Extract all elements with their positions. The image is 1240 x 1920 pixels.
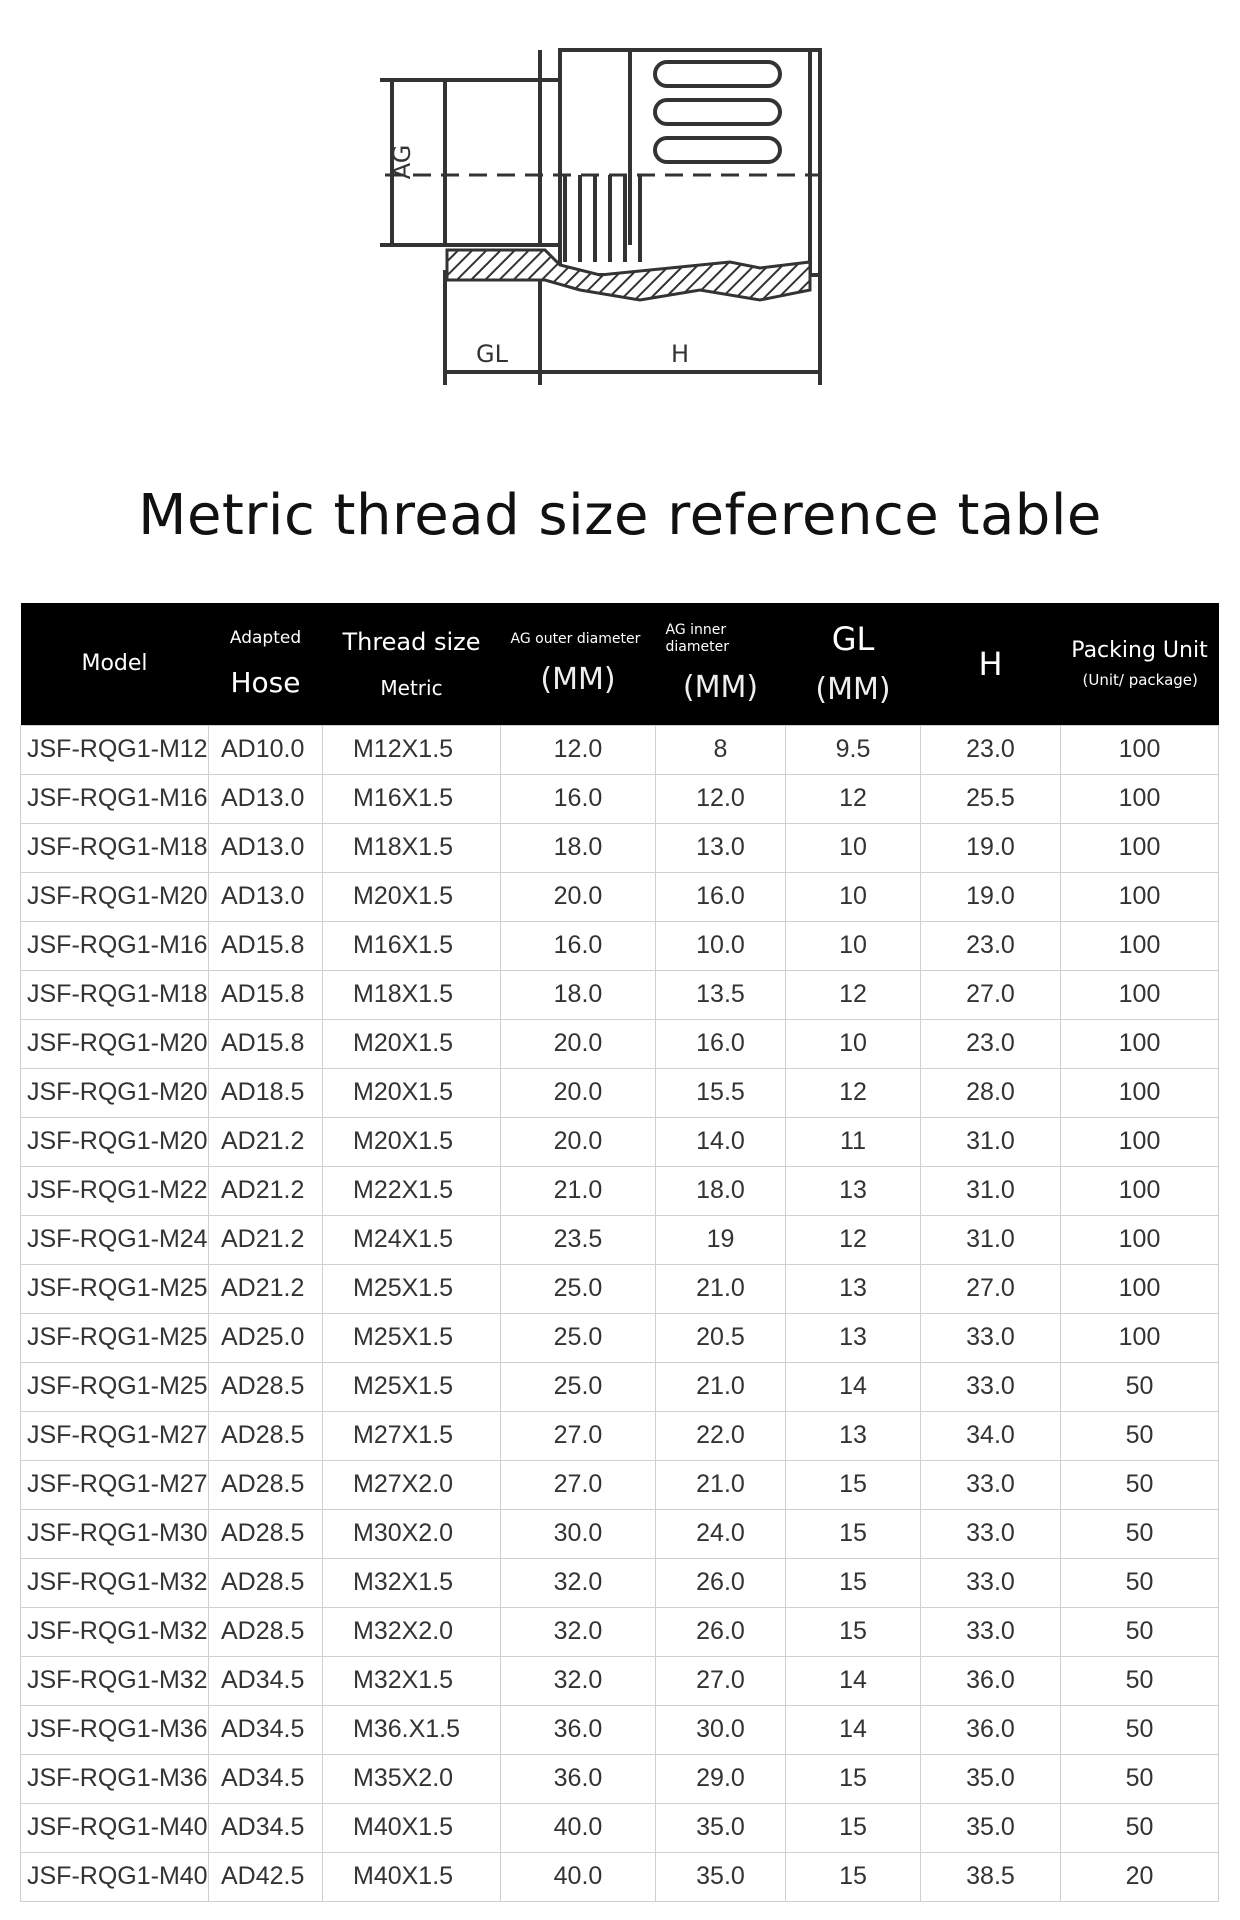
h-cell: 23.0 <box>921 725 1061 774</box>
model-cell: JSF-RQG1-M25 <box>21 1362 209 1411</box>
thread-cell: M18X1.5 <box>323 823 501 872</box>
header-hose-label: Hose <box>230 666 301 700</box>
hose-cell: AD34.5 <box>209 1754 323 1803</box>
header-thread <box>323 603 501 725</box>
size-table <box>20 603 1219 1902</box>
model-cell: JSF-RQG1-M16 <box>21 774 209 823</box>
hose-cell: AD28.5 <box>209 1411 323 1460</box>
gl-cell: 13 <box>786 1313 921 1362</box>
gl-cell: 13 <box>786 1411 921 1460</box>
thread-cell: M40X1.5 <box>323 1803 501 1852</box>
thread-cell: M20X1.5 <box>323 1117 501 1166</box>
ag-outer-cell: 25.0 <box>501 1362 656 1411</box>
table-body <box>21 725 1219 1901</box>
ag-inner-cell: 13.5 <box>656 970 786 1019</box>
gl-cell: 12 <box>786 774 921 823</box>
packing-cell: 100 <box>1061 725 1219 774</box>
h-cell: 19.0 <box>921 872 1061 921</box>
table-row <box>21 1166 1219 1215</box>
model-cell: JSF-RQG1-M32 <box>21 1607 209 1656</box>
gl-cell: 14 <box>786 1705 921 1754</box>
table-row <box>21 1607 1219 1656</box>
thread-cell: M27X1.5 <box>323 1411 501 1460</box>
model-cell: JSF-RQG1-M32 <box>21 1558 209 1607</box>
ag-outer-cell: 25.0 <box>501 1264 656 1313</box>
table-row <box>21 1705 1219 1754</box>
table-row <box>21 1558 1219 1607</box>
model-cell: JSF-RQG1-M24 <box>21 1215 209 1264</box>
h-cell: 33.0 <box>921 1607 1061 1656</box>
ag-inner-cell: 12.0 <box>656 774 786 823</box>
table-row <box>21 970 1219 1019</box>
packing-cell: 100 <box>1061 1117 1219 1166</box>
gl-cell: 15 <box>786 1460 921 1509</box>
table-row <box>21 921 1219 970</box>
ag-inner-cell: 8 <box>656 725 786 774</box>
header-ag-inner-label: AG inner diameter <box>665 622 729 656</box>
table-row <box>21 1509 1219 1558</box>
gl-cell: 12 <box>786 1215 921 1264</box>
table-row <box>21 1460 1219 1509</box>
packing-cell: 100 <box>1061 823 1219 872</box>
header-ag-outer <box>501 603 656 725</box>
gl-cell: 15 <box>786 1509 921 1558</box>
thread-cell: M16X1.5 <box>323 921 501 970</box>
ag-outer-cell: 32.0 <box>501 1607 656 1656</box>
hose-cell: AD21.2 <box>209 1117 323 1166</box>
header-gl <box>786 603 921 725</box>
gl-cell: 15 <box>786 1607 921 1656</box>
h-label: H <box>670 340 690 368</box>
thread-cell: M40X1.5 <box>323 1852 501 1901</box>
ag-inner-cell: 26.0 <box>656 1558 786 1607</box>
hose-cell: AD13.0 <box>209 823 323 872</box>
ag-label: AG <box>388 144 416 180</box>
ag-outer-cell: 20.0 <box>501 1068 656 1117</box>
ag-outer-cell: 23.5 <box>501 1215 656 1264</box>
packing-cell: 50 <box>1061 1362 1219 1411</box>
packing-cell: 100 <box>1061 872 1219 921</box>
header-ag-outer-label: AG outer diameter <box>510 630 641 647</box>
ag-outer-cell: 36.0 <box>501 1705 656 1754</box>
ag-outer-cell: 21.0 <box>501 1166 656 1215</box>
ag-outer-cell: 25.0 <box>501 1313 656 1362</box>
ag-inner-cell: 30.0 <box>656 1705 786 1754</box>
hose-cell: AD21.2 <box>209 1215 323 1264</box>
model-cell: JSF-RQG1-M16 <box>21 921 209 970</box>
model-cell: JSF-RQG1-M18 <box>21 823 209 872</box>
hose-cell: AD34.5 <box>209 1705 323 1754</box>
hose-cell: AD10.0 <box>209 725 323 774</box>
ag-outer-cell: 12.0 <box>501 725 656 774</box>
packing-cell: 100 <box>1061 1215 1219 1264</box>
packing-cell: 100 <box>1061 970 1219 1019</box>
table-row <box>21 1362 1219 1411</box>
ag-outer-cell: 30.0 <box>501 1509 656 1558</box>
hose-cell: AD15.8 <box>209 1019 323 1068</box>
thread-cell: M16X1.5 <box>323 774 501 823</box>
gl-cell: 15 <box>786 1558 921 1607</box>
hose-cell: AD25.0 <box>209 1313 323 1362</box>
model-cell: JSF-RQG1-M30 <box>21 1509 209 1558</box>
ag-outer-cell: 20.0 <box>501 1019 656 1068</box>
thread-cell: M36.X1.5 <box>323 1705 501 1754</box>
hose-cell: AD28.5 <box>209 1558 323 1607</box>
h-cell: 33.0 <box>921 1509 1061 1558</box>
h-cell: 33.0 <box>921 1460 1061 1509</box>
ag-inner-cell: 35.0 <box>656 1852 786 1901</box>
ag-inner-cell: 16.0 <box>656 872 786 921</box>
h-cell: 36.0 <box>921 1656 1061 1705</box>
ag-inner-cell: 18.0 <box>656 1166 786 1215</box>
model-cell: JSF-RQG1-M25 <box>21 1264 209 1313</box>
ag-inner-cell: 26.0 <box>656 1607 786 1656</box>
packing-cell: 50 <box>1061 1705 1219 1754</box>
thread-cell: M25X1.5 <box>323 1362 501 1411</box>
model-cell: JSF-RQG1-M36 <box>21 1705 209 1754</box>
h-cell: 33.0 <box>921 1362 1061 1411</box>
header-hose <box>209 603 323 725</box>
thread-cell: M12X1.5 <box>323 725 501 774</box>
packing-cell: 100 <box>1061 1166 1219 1215</box>
packing-cell: 50 <box>1061 1607 1219 1656</box>
h-cell: 19.0 <box>921 823 1061 872</box>
table-row <box>21 1411 1219 1460</box>
h-cell: 31.0 <box>921 1215 1061 1264</box>
table-row <box>21 1264 1219 1313</box>
model-cell: JSF-RQG1-M20 <box>21 1117 209 1166</box>
thread-cell: M32X1.5 <box>323 1558 501 1607</box>
ag-outer-cell: 18.0 <box>501 823 656 872</box>
gl-cell: 11 <box>786 1117 921 1166</box>
header-packing-label: Packing Unit <box>1071 638 1208 664</box>
h-cell: 25.5 <box>921 774 1061 823</box>
hose-cell: AD13.0 <box>209 872 323 921</box>
table-row <box>21 1313 1219 1362</box>
header-gl-label: GL <box>831 620 875 659</box>
packing-cell: 50 <box>1061 1460 1219 1509</box>
ag-outer-cell: 27.0 <box>501 1460 656 1509</box>
header-ag-inner-unit: (MM) <box>682 670 759 706</box>
model-cell: JSF-RQG1-M40 <box>21 1803 209 1852</box>
h-cell: 23.0 <box>921 921 1061 970</box>
model-cell: JSF-RQG1-M12 <box>21 725 209 774</box>
thread-cell: M32X1.5 <box>323 1656 501 1705</box>
thread-cell: M25X1.5 <box>323 1264 501 1313</box>
h-cell: 33.0 <box>921 1313 1061 1362</box>
header-packing-sub-label: (Unit/ package) <box>1082 671 1198 690</box>
gl-cell: 13 <box>786 1264 921 1313</box>
header-adapted-label: Adapted <box>229 628 302 649</box>
thread-cell: M20X1.5 <box>323 1068 501 1117</box>
ag-inner-cell: 21.0 <box>656 1362 786 1411</box>
thread-cell: M30X2.0 <box>323 1509 501 1558</box>
thread-cell: M18X1.5 <box>323 970 501 1019</box>
h-cell: 27.0 <box>921 1264 1061 1313</box>
table-header-row <box>21 603 1219 725</box>
header-ag-inner <box>656 603 786 725</box>
header-packing <box>1061 603 1219 725</box>
packing-cell: 100 <box>1061 1264 1219 1313</box>
packing-cell: 50 <box>1061 1754 1219 1803</box>
hose-cell: AD13.0 <box>209 774 323 823</box>
header-gl-unit: (MM) <box>815 672 891 708</box>
model-cell: JSF-RQG1-M20 <box>21 1019 209 1068</box>
gl-cell: 15 <box>786 1754 921 1803</box>
hose-cell: AD18.5 <box>209 1068 323 1117</box>
gl-cell: 9.5 <box>786 725 921 774</box>
ag-inner-cell: 19 <box>656 1215 786 1264</box>
thread-cell: M27X2.0 <box>323 1460 501 1509</box>
ag-inner-cell: 21.0 <box>656 1460 786 1509</box>
packing-cell: 50 <box>1061 1411 1219 1460</box>
packing-cell: 20 <box>1061 1852 1219 1901</box>
thread-cell: M35X2.0 <box>323 1754 501 1803</box>
hose-cell: AD42.5 <box>209 1852 323 1901</box>
ag-outer-cell: 18.0 <box>501 970 656 1019</box>
ag-inner-cell: 22.0 <box>656 1411 786 1460</box>
table-row <box>21 1803 1219 1852</box>
header-model-label: Model <box>81 651 148 677</box>
table-row <box>21 1656 1219 1705</box>
packing-cell: 100 <box>1061 921 1219 970</box>
hose-cell: AD21.2 <box>209 1166 323 1215</box>
ag-outer-cell: 16.0 <box>501 774 656 823</box>
fitting-diagram <box>0 0 1240 420</box>
header-ag-outer-unit: (MM) <box>540 661 616 697</box>
thread-cell: M24X1.5 <box>323 1215 501 1264</box>
gl-cell: 15 <box>786 1852 921 1901</box>
packing-cell: 50 <box>1061 1558 1219 1607</box>
h-cell: 34.0 <box>921 1411 1061 1460</box>
ag-outer-cell: 32.0 <box>501 1656 656 1705</box>
model-cell: JSF-RQG1-M40 <box>21 1852 209 1901</box>
ag-inner-cell: 10.0 <box>656 921 786 970</box>
size-table-container <box>20 603 1218 1902</box>
ag-outer-cell: 20.0 <box>501 872 656 921</box>
ag-outer-cell: 27.0 <box>501 1411 656 1460</box>
ag-inner-cell: 24.0 <box>656 1509 786 1558</box>
table-row <box>21 1117 1219 1166</box>
gl-cell: 14 <box>786 1362 921 1411</box>
h-cell: 35.0 <box>921 1803 1061 1852</box>
hose-cell: AD15.8 <box>209 921 323 970</box>
thread-cell: M25X1.5 <box>323 1313 501 1362</box>
model-cell: JSF-RQG1-M20 <box>21 1068 209 1117</box>
ag-inner-cell: 16.0 <box>656 1019 786 1068</box>
packing-cell: 50 <box>1061 1803 1219 1852</box>
gl-cell: 12 <box>786 970 921 1019</box>
h-cell: 36.0 <box>921 1705 1061 1754</box>
ag-outer-cell: 36.0 <box>501 1754 656 1803</box>
h-cell: 23.0 <box>921 1019 1061 1068</box>
packing-cell: 50 <box>1061 1656 1219 1705</box>
gl-cell: 10 <box>786 823 921 872</box>
header-h-label: H <box>978 644 1003 683</box>
ag-outer-cell: 40.0 <box>501 1803 656 1852</box>
header-thread-label: Thread size <box>342 627 481 656</box>
hose-cell: AD28.5 <box>209 1607 323 1656</box>
h-cell: 31.0 <box>921 1166 1061 1215</box>
h-cell: 38.5 <box>921 1852 1061 1901</box>
packing-cell: 100 <box>1061 1068 1219 1117</box>
gl-cell: 10 <box>786 872 921 921</box>
ag-inner-cell: 14.0 <box>656 1117 786 1166</box>
model-cell: JSF-RQG1-M22 <box>21 1166 209 1215</box>
page-title: Metric thread size reference table <box>138 483 1102 548</box>
packing-cell: 50 <box>1061 1509 1219 1558</box>
hose-cell: AD34.5 <box>209 1656 323 1705</box>
model-cell: JSF-RQG1-M36 <box>21 1754 209 1803</box>
table-row <box>21 872 1219 921</box>
gl-cell: 14 <box>786 1656 921 1705</box>
h-cell: 28.0 <box>921 1068 1061 1117</box>
h-cell: 35.0 <box>921 1754 1061 1803</box>
ag-inner-cell: 15.5 <box>656 1068 786 1117</box>
ag-outer-cell: 32.0 <box>501 1558 656 1607</box>
h-cell: 31.0 <box>921 1117 1061 1166</box>
table-row <box>21 823 1219 872</box>
model-cell: JSF-RQG1-M20 <box>21 872 209 921</box>
h-cell: 27.0 <box>921 970 1061 1019</box>
model-cell: JSF-RQG1-M27 <box>21 1411 209 1460</box>
model-cell: JSF-RQG1-M18 <box>21 970 209 1019</box>
table-row <box>21 725 1219 774</box>
table-row <box>21 774 1219 823</box>
ag-outer-cell: 40.0 <box>501 1852 656 1901</box>
gl-cell: 15 <box>786 1803 921 1852</box>
packing-cell: 100 <box>1061 774 1219 823</box>
gl-cell: 10 <box>786 921 921 970</box>
gl-label: GL <box>476 340 508 368</box>
header-h <box>921 603 1061 725</box>
ag-inner-cell: 21.0 <box>656 1264 786 1313</box>
table-row <box>21 1754 1219 1803</box>
ag-outer-cell: 20.0 <box>501 1117 656 1166</box>
gl-cell: 13 <box>786 1166 921 1215</box>
hose-cell: AD34.5 <box>209 1803 323 1852</box>
packing-cell: 100 <box>1061 1019 1219 1068</box>
ag-inner-cell: 27.0 <box>656 1656 786 1705</box>
model-cell: JSF-RQG1-M32 <box>21 1656 209 1705</box>
table-row <box>21 1852 1219 1901</box>
thread-cell: M22X1.5 <box>323 1166 501 1215</box>
ag-inner-cell: 13.0 <box>656 823 786 872</box>
hose-cell: AD15.8 <box>209 970 323 1019</box>
hose-cell: AD28.5 <box>209 1460 323 1509</box>
model-cell: JSF-RQG1-M25 <box>21 1313 209 1362</box>
header-metric-label: Metric <box>380 675 443 700</box>
ag-outer-cell: 16.0 <box>501 921 656 970</box>
h-cell: 33.0 <box>921 1558 1061 1607</box>
gl-cell: 10 <box>786 1019 921 1068</box>
thread-cell: M20X1.5 <box>323 872 501 921</box>
hose-cell: AD21.2 <box>209 1264 323 1313</box>
model-cell: JSF-RQG1-M27 <box>21 1460 209 1509</box>
hose-cell: AD28.5 <box>209 1362 323 1411</box>
table-row <box>21 1215 1219 1264</box>
ag-inner-cell: 35.0 <box>656 1803 786 1852</box>
thread-cell: M20X1.5 <box>323 1019 501 1068</box>
ag-inner-cell: 29.0 <box>656 1754 786 1803</box>
table-row <box>21 1068 1219 1117</box>
packing-cell: 100 <box>1061 1313 1219 1362</box>
thread-cell: M32X2.0 <box>323 1607 501 1656</box>
table-row <box>21 1019 1219 1068</box>
header-model <box>21 603 209 725</box>
ag-inner-cell: 20.5 <box>656 1313 786 1362</box>
hose-cell: AD28.5 <box>209 1509 323 1558</box>
gl-cell: 12 <box>786 1068 921 1117</box>
